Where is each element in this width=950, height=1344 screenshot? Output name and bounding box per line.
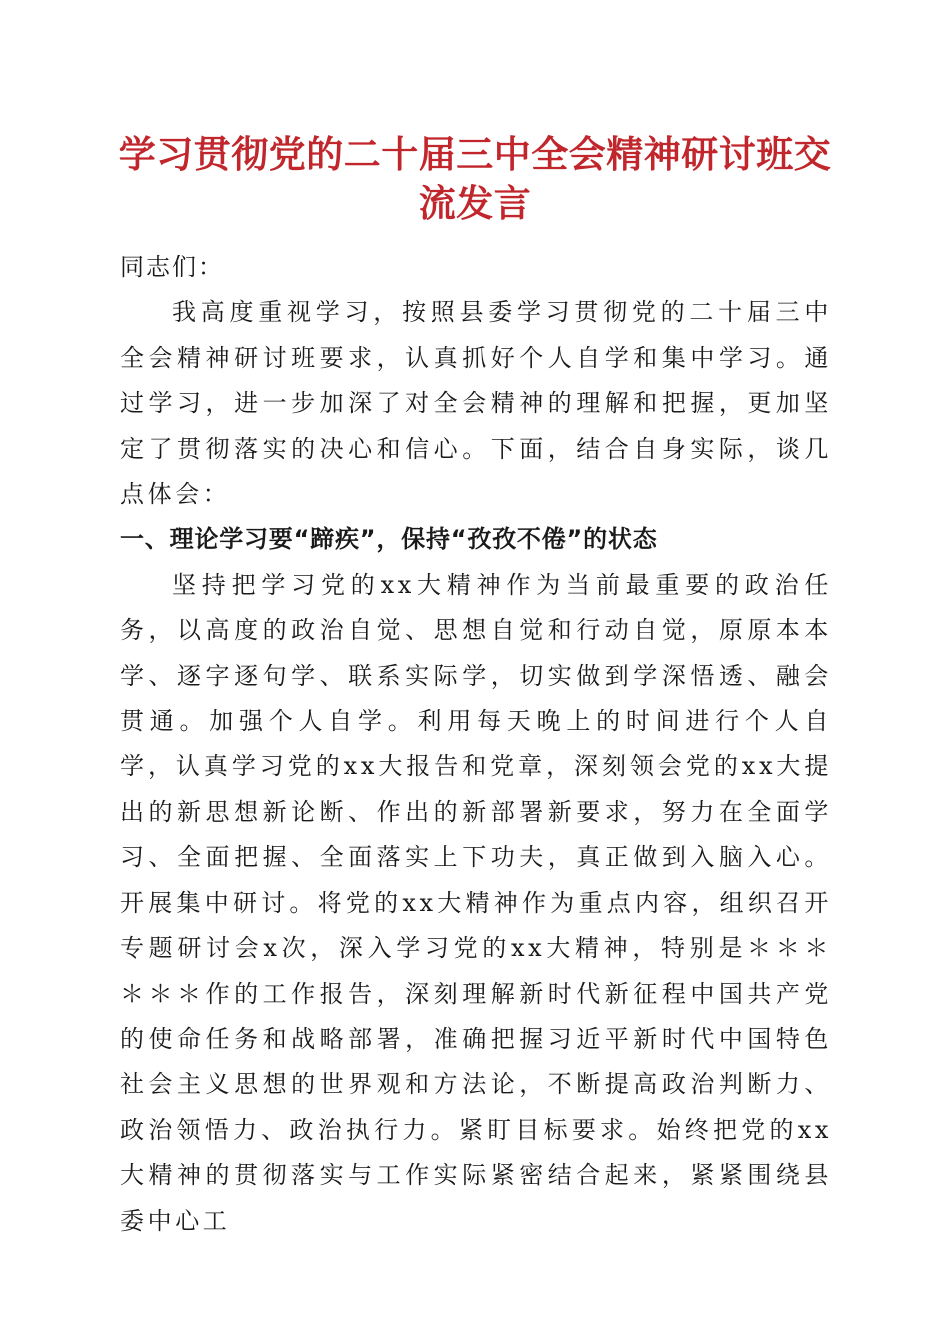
- intro-paragraph: 我高度重视学习，按照县委学习贯彻党的二十届三中全会精神研讨班要求，认真抓好个人自学和集中学习。通过学习，进一步加深了对全会精神的理解和把握，更加坚定了贯彻落实的决心和信心。下面，结合自身实际，谈几点体会：: [120, 298, 832, 509]
- document-title: 学习贯彻党的二十届三中全会精神研讨班交流发言: [118, 132, 832, 225]
- document-body: [120, 245, 832, 1244]
- section-paragraph-1: 坚持把学习党的xx大精神作为当前最重要的政治任务，以高度的政治自觉、思想自觉和行动自觉，原原本本学、逐字逐句学、联系实际学，切实做到学深悟透、融会贯通。加强个人自学。利用每天晚上的时间进行个人自学，认真学习党的xx大报告和党章，深刻领会党的xx大提出的新思想新论断、作出的新部署新要求，努力在全面学习、全面把握、全面落实上下功夫，真正做到入脑入心。开展集中研讨。将党的xx大精神作为重点内容，组织召开专题研讨会x次，深入学习党的xx大精神，特别是＊＊＊＊＊＊作的工作报告，深刻理解新时代新征程中国共产党的使命任务和战略部署，准确把握习近平新时代中国特色社会主义思想的世界观和方法论，不断提高政治判断力、政治领悟力、政治执行力。紧盯目标要求。始终把党的xx大精神的贯彻落实与工作实际紧密结合起来，紧紧围绕县委中心工: [120, 570, 832, 1235]
- salutation: 同志们：: [120, 253, 224, 281]
- section-heading-1: 一、理论学习要“蹄疾”，保持“孜孜不倦”的状态: [120, 525, 658, 554]
